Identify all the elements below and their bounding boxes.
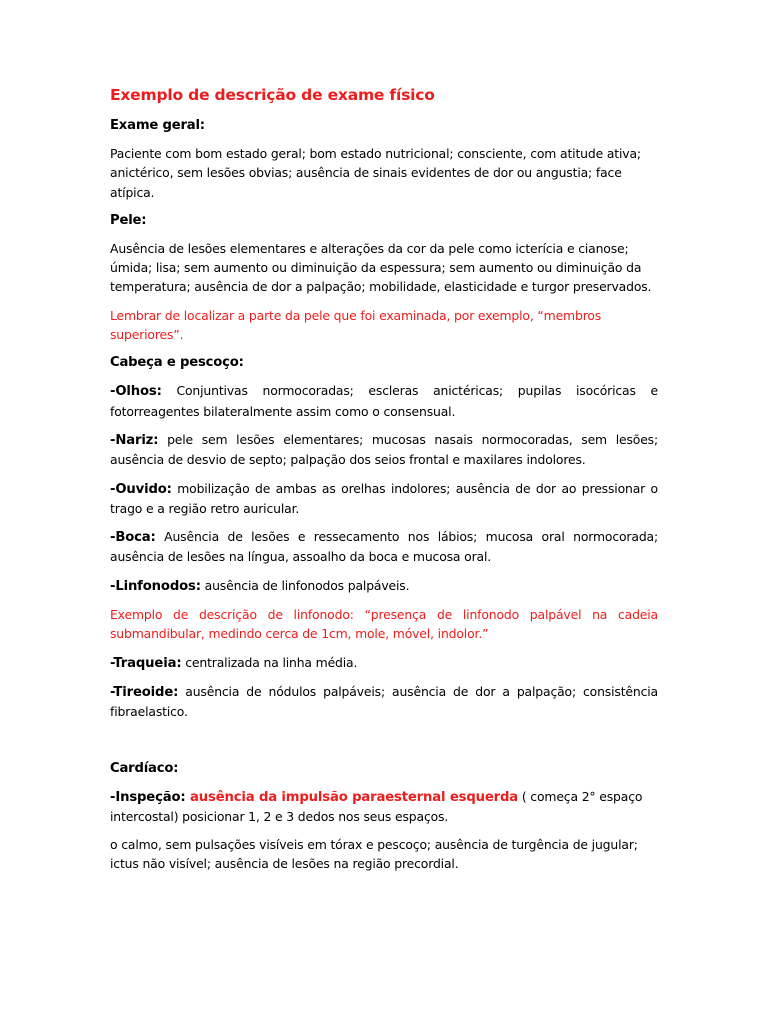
boca-label: -Boca: [110, 530, 156, 546]
tireoide-paragraph [110, 682, 658, 722]
inspecao-paragraph [110, 787, 658, 827]
boca-text: Ausência de lesões e ressecamento nos lábios; mucosa oral normocorada; ausência de lesões na língua, assoalho da boca e mucosa oral. [110, 529, 658, 565]
inspecao-label: -Inspeção: [110, 789, 186, 805]
section-heading-pele: Pele: [110, 212, 147, 228]
linfonodos-paragraph [110, 576, 658, 596]
nariz-paragraph [110, 430, 658, 470]
cardiaco-final-paragraph: o calmo, sem pulsações visíveis em tórax e pescoço; ausência de turgência de jugular; ictus não visível; ausência de lesões na região precordial. [110, 837, 638, 872]
tireoide-text: ausência de nódulos palpáveis; ausência de dor a palpação; consistência fibraelastico. [110, 683, 658, 720]
exame-geral-paragraph: Paciente com bom estado geral; bom estado nutricional; consciente, com atitude ativa; anictérico, sem lesões obvias; ausência de sinais evidentes de dor ou angustia; face atípica. [110, 146, 641, 200]
ouvido-paragraph [110, 479, 658, 519]
linfonodos-label: -Linfonodos: [110, 578, 201, 594]
olhos-paragraph [110, 381, 658, 421]
linfonodo-note: Exemplo de descrição de linfonodo: “presença de linfonodo palpável na cadeia submandibular, medindo cerca de 1cm, mole, móvel, indolor.” [110, 607, 658, 642]
boca-paragraph [110, 527, 658, 567]
document-page [110, 84, 658, 883]
inspecao-text: ( começa 2° espaço intercostal) posicionar 1, 2 e 3 dedos nos seus espaços. [110, 788, 643, 824]
traqueia-paragraph [110, 653, 658, 673]
traqueia-label: -Traqueia: [110, 655, 182, 671]
linfonodos-text: ausência de linfonodos palpáveis. [200, 577, 410, 593]
section-spacer [110, 731, 658, 759]
ouvido-label: -Ouvido: [110, 481, 172, 497]
pele-note: Lembrar de localizar a parte da pele que foi examinada, por exemplo, “membros superiores”. [110, 307, 602, 343]
olhos-label: -Olhos: [110, 384, 162, 400]
traqueia-text: centralizada na linha média. [181, 654, 358, 670]
nariz-text: pele sem lesões elementares; mucosas nasais normocoradas, sem lesões; ausência de desvio de septo; palpação dos seios frontal e maxilares indolores. [110, 431, 658, 468]
ouvido-text: mobilização de ambas as orelhas indolores; ausência de dor ao pressionar o trago e a região retro auricular. [110, 480, 658, 516]
document-title: Exemplo de descrição de exame físico [110, 86, 435, 104]
olhos-text: Conjuntivas normocoradas; escleras anictéricas; pupilas isocóricas e fotorreagentes bilateralmente assim como o consensual. [110, 383, 658, 419]
pele-paragraph: Ausência de lesões elementares e alterações da cor da pele como icterícia e cianose; úmida; lisa; sem aumento ou diminuição da espessura; sem aumento ou diminuição da temperatura; ausência de dor a palpação; mobilidade, elasticidade e turgor preservados. [110, 240, 652, 295]
nariz-label: -Nariz: [110, 432, 159, 448]
inspecao-highlight: ausência da impulsão paraesternal esquerda [185, 789, 519, 805]
tireoide-label: -Tireoide: [110, 684, 179, 700]
section-heading-exame-geral: Exame geral: [110, 118, 205, 133]
section-heading-cabeca-pescoco: Cabeça e pescoço: [110, 355, 244, 371]
section-heading-cardiaco: Cardíaco: [110, 760, 179, 776]
